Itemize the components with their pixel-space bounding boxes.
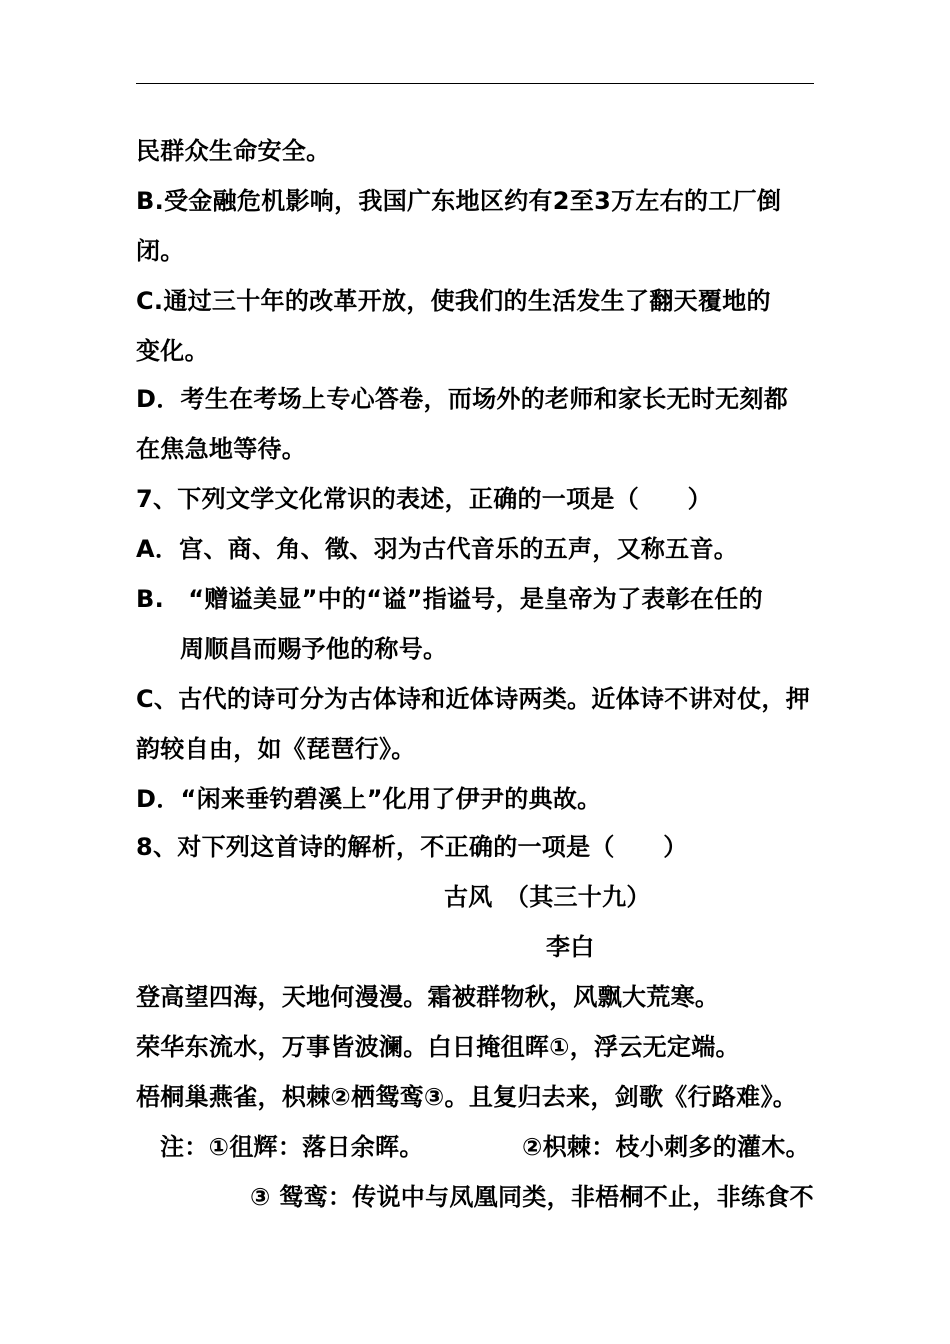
q7-option-c: C、古代的诗可分为古体诗和近体诗两类。近体诗不讲对仗，押 <box>136 685 811 713</box>
question-7: 7、下列文学文化常识的表述，正确的一项是（ ） <box>136 485 712 513</box>
poem-note-2: ②枳棘：枝小刺多的灌木。 <box>522 1133 810 1161</box>
poem-verse: 登高望四海，天地何漫漫。霜被群物秋，风飘大荒寒。 <box>136 983 720 1011</box>
poem-note-3: ③ 鸳鸾：传说中与凤凰同类，非梧桐不止，非练食不 <box>250 1183 814 1211</box>
poem-verse: 荣华东流水，万事皆波澜。白日掩徂晖①，浮云无定端。 <box>136 1033 740 1061</box>
text-line: 变化。 <box>136 337 209 365</box>
poem-author: 李白 <box>546 933 595 961</box>
q7-option-b-cont: 周顺昌而赐予他的称号。 <box>180 635 448 663</box>
option-c-line: C.通过三十年的改革开放，使我们的生活发生了翻天覆地的 <box>136 287 771 315</box>
poem-verse: 梧桐巢燕雀，枳棘②栖鸳鸾③。且复归去来，剑歌《行路难》。 <box>136 1083 798 1111</box>
text-line: 在焦急地等待。 <box>136 435 307 463</box>
poem-note-1: 注：①徂辉：落日余晖。 <box>160 1133 424 1161</box>
poem-title: 古风 （其三十九） <box>444 883 651 911</box>
text-line: 民群众生命安全。 <box>136 137 331 165</box>
option-b-line: B.受金融危机影响，我国广东地区约有2至3万左右的工厂倒 <box>136 187 782 215</box>
option-d-line: D．考生在考场上专心答卷，而场外的老师和家长无时无刻都 <box>136 385 789 413</box>
header-rule <box>136 83 814 84</box>
q7-option-b: B. “赠谥美显”中的“谥”指谥号，是皇帝为了表彰在任的 <box>136 585 763 613</box>
text-line: 闭。 <box>136 237 185 265</box>
question-8: 8、对下列这首诗的解析，不正确的一项是（ ） <box>136 833 688 861</box>
q7-option-a: A．宫、商、角、徵、羽为古代音乐的五声，又称五音。 <box>136 535 739 563</box>
q7-option-d: D．“闲来垂钓碧溪上”化用了伊尹的典故。 <box>136 785 602 813</box>
q7-option-c-cont: 韵较自由，如《琵琶行》。 <box>136 735 416 763</box>
